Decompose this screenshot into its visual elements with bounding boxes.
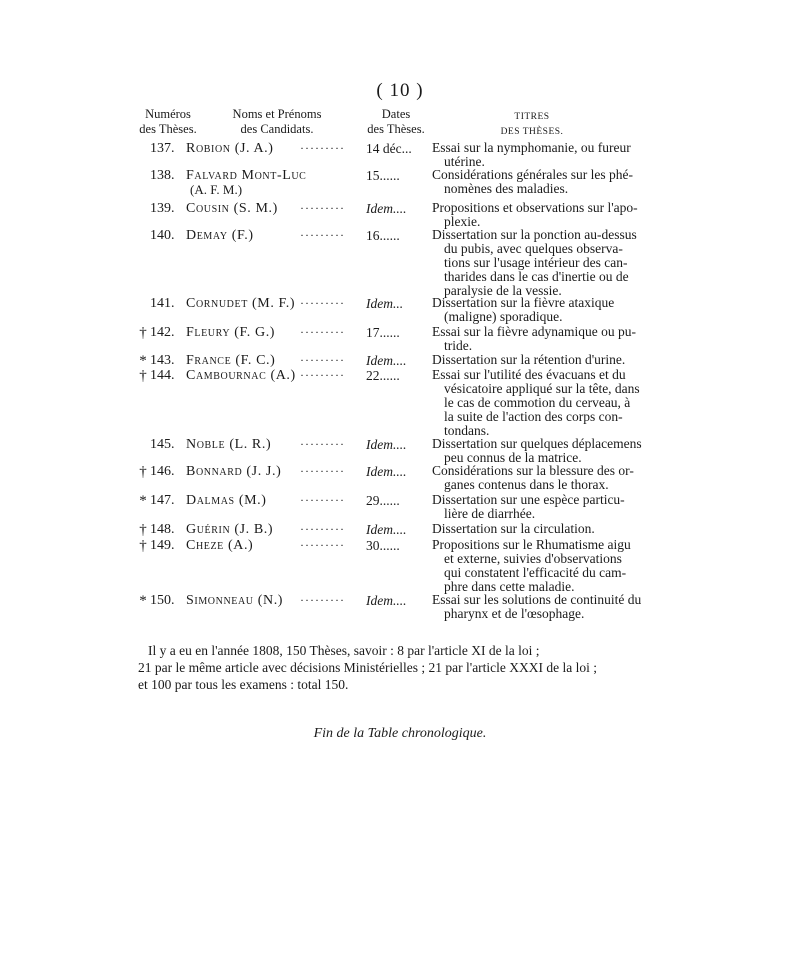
thesis-title — [432, 437, 664, 465]
thesis-number: 147. — [150, 493, 175, 508]
leader-dots: ········· — [300, 538, 345, 552]
candidate-name: Noble (L. R.) — [186, 437, 272, 452]
annotation-mark: † — [139, 464, 147, 480]
header-noms-line1: Noms et Prénoms — [232, 107, 322, 121]
header-numeros-line1: Numéros — [145, 107, 191, 121]
thesis-number: 141. — [150, 296, 175, 311]
thesis-title-line: du pubis, avec quelques observa- — [444, 242, 623, 256]
leader-dots: ········· — [300, 522, 345, 536]
thesis-title-line: Dissertation sur quelques déplacemens — [432, 437, 642, 451]
candidate-name: Cambournac (A.) — [186, 368, 296, 383]
thesis-number: 139. — [150, 201, 175, 216]
thesis-date: 16...... — [366, 228, 400, 243]
thesis-number: 140. — [150, 228, 175, 243]
candidate-name: Fleury (F. G.) — [186, 325, 276, 340]
leader-dots: ········· — [300, 296, 345, 310]
thesis-title-line: Dissertation sur la ponction au-dessus — [432, 228, 637, 242]
annotation-mark: † — [139, 538, 147, 554]
thesis-title — [432, 464, 664, 492]
thesis-title — [432, 141, 664, 169]
summary-line: 21 par le même article avec décisions Ministérielles ; 21 par l'article XXXI de la loi ; — [138, 660, 598, 675]
thesis-title-line: peu connus de la matrice. — [444, 451, 582, 465]
thesis-title — [432, 538, 664, 594]
thesis-title — [432, 368, 664, 438]
thesis-title-line: Considérations sur la blessure des or- — [432, 464, 634, 478]
thesis-title-line: utérine. — [444, 155, 485, 169]
thesis-title-line: pharynx et de l'œsophage. — [444, 607, 585, 621]
candidate-name: Demay (F.) — [186, 228, 254, 243]
header-titres — [482, 110, 582, 140]
thesis-title — [432, 493, 664, 521]
thesis-title-line: nomènes des maladies. — [444, 182, 569, 196]
thesis-title — [432, 522, 664, 536]
candidate-name: Guérin (J. B.) — [186, 522, 274, 537]
thesis-number: 142. — [150, 325, 175, 340]
summary-paragraph — [138, 642, 666, 693]
thesis-title-line: Propositions et observations sur l'apo- — [432, 201, 638, 215]
leader-dots: ········· — [300, 325, 345, 339]
thesis-title — [432, 296, 664, 324]
header-numeros — [136, 107, 200, 137]
thesis-number: 149. — [150, 538, 175, 553]
header-noms — [218, 107, 336, 137]
summary-line: et 100 par tous les examens : total 150. — [138, 677, 349, 692]
leader-dots: ········· — [300, 141, 345, 155]
thesis-title-line: le cas de commotion du cerveau, à — [444, 396, 631, 410]
thesis-date: Idem.... — [366, 437, 407, 452]
thesis-date: Idem.... — [366, 593, 407, 608]
thesis-title-line: Essai sur la fièvre adynamique ou pu- — [432, 325, 636, 339]
thesis-title — [432, 228, 664, 298]
thesis-number: 144. — [150, 368, 175, 383]
annotation-mark: * — [139, 493, 147, 509]
thesis-title-line: tride. — [444, 339, 473, 353]
candidate-name: Falvard Mont-Luc — [186, 168, 307, 183]
thesis-title-line: tharides dans le cas d'inertie ou de — [444, 270, 629, 284]
thesis-date: 15...... — [366, 168, 400, 183]
thesis-date: 17...... — [366, 325, 400, 340]
thesis-date: 30...... — [366, 538, 400, 553]
thesis-title-line: et externe, suivies d'observations — [444, 552, 622, 566]
annotation-mark: † — [139, 325, 147, 341]
thesis-title — [432, 201, 664, 229]
thesis-date: 14 déc... — [366, 141, 412, 156]
thesis-number: 150. — [150, 593, 175, 608]
annotation-mark: * — [139, 593, 147, 609]
thesis-title-line: tondans. — [444, 424, 490, 438]
thesis-title-line: plexie. — [444, 215, 481, 229]
thesis-title-line: la suite de l'action des corps con- — [444, 410, 623, 424]
leader-dots: ········· — [300, 464, 345, 478]
thesis-date: Idem.... — [366, 201, 407, 216]
leader-dots: ········· — [300, 228, 345, 242]
thesis-date: Idem.... — [366, 353, 407, 368]
header-dates — [362, 107, 430, 137]
candidate-name: Cornudet (M. F.) — [186, 296, 296, 311]
header-numeros-line2: des Thèses. — [139, 122, 197, 136]
end-of-table-note: Fin de la Table chronologique. — [313, 726, 487, 741]
thesis-title — [432, 325, 664, 353]
thesis-title-line: phre dans cette maladie. — [444, 580, 575, 594]
header-noms-line2: des Candidats. — [240, 122, 314, 136]
thesis-title-line: Essai sur les solutions de continuité du — [432, 593, 642, 607]
annotation-mark: * — [139, 353, 147, 369]
header-titres-line2: DES THÈSES. — [500, 127, 564, 137]
thesis-title-line: lière de diarrhée. — [444, 507, 536, 521]
thesis-title — [432, 593, 664, 621]
thesis-date: Idem.... — [366, 522, 407, 537]
leader-dots: ········· — [300, 368, 345, 382]
thesis-number: 146. — [150, 464, 175, 479]
thesis-number: 137. — [150, 141, 175, 156]
thesis-title-line: Dissertation sur la rétention d'urine. — [432, 353, 626, 367]
leader-dots: ········· — [300, 353, 345, 367]
header-titres-line1: TITRES — [514, 112, 550, 122]
candidate-name: Cheze (A.) — [186, 538, 254, 553]
thesis-title-line: Considérations générales sur les phé- — [432, 168, 633, 182]
leader-dots: ········· — [300, 593, 345, 607]
header-dates-line2: des Thèses. — [367, 122, 425, 136]
thesis-title-line: Dissertation sur la fièvre ataxique — [432, 296, 615, 310]
thesis-title-line: (maligne) sporadique. — [444, 310, 563, 324]
header-dates-line1: Dates — [381, 107, 411, 121]
thesis-number: 138. — [150, 168, 175, 183]
thesis-date: Idem.... — [366, 464, 407, 479]
thesis-title-line: Propositions sur le Rhumatisme aigu — [432, 538, 631, 552]
thesis-number: 143. — [150, 353, 175, 368]
candidate-name: Robion (J. A.) — [186, 141, 274, 156]
thesis-title-line: Dissertation sur la circulation. — [432, 522, 595, 536]
page-number: ( 10 ) — [376, 80, 424, 101]
leader-dots: ········· — [300, 201, 345, 215]
thesis-date: 22...... — [366, 368, 400, 383]
candidate-name: Dalmas (M.) — [186, 493, 267, 508]
thesis-title-line: vésicatoire appliqué sur la tête, dans — [444, 382, 640, 396]
candidate-name: Cousin (S. M.) — [186, 201, 278, 216]
thesis-title — [432, 353, 664, 367]
thesis-title-line: Essai sur la nymphomanie, ou fureur — [432, 141, 631, 155]
candidate-initials: (A. F. M.) — [190, 182, 243, 197]
annotation-mark: † — [139, 522, 147, 538]
thesis-title-line: tions sur l'usage intérieur des can- — [444, 256, 628, 270]
thesis-title-line: ganes contenus dans le thorax. — [444, 478, 609, 492]
candidate-name: Bonnard (J. J.) — [186, 464, 282, 479]
thesis-number: 145. — [150, 437, 175, 452]
thesis-title-line: qui constatent l'efficacité du cam- — [444, 566, 627, 580]
thesis-date: 29...... — [366, 493, 400, 508]
candidate-name: Simonneau (N.) — [186, 593, 284, 608]
thesis-title-line: Essai sur l'utilité des évacuans et du — [432, 368, 626, 382]
leader-dots: ········· — [300, 437, 345, 451]
annotation-mark: † — [139, 368, 147, 384]
candidate-name: France (F. C.) — [186, 353, 276, 368]
thesis-title-line: paralysie de la vessie. — [444, 284, 562, 298]
thesis-title-line: Dissertation sur une espèce particu- — [432, 493, 625, 507]
thesis-number: 148. — [150, 522, 175, 537]
summary-line: Il y a eu en l'année 1808, 150 Thèses, savoir : 8 par l'article XI de la loi ; — [148, 643, 540, 658]
leader-dots: ········· — [300, 493, 345, 507]
thesis-date: Idem... — [366, 296, 404, 311]
thesis-title — [432, 168, 664, 196]
